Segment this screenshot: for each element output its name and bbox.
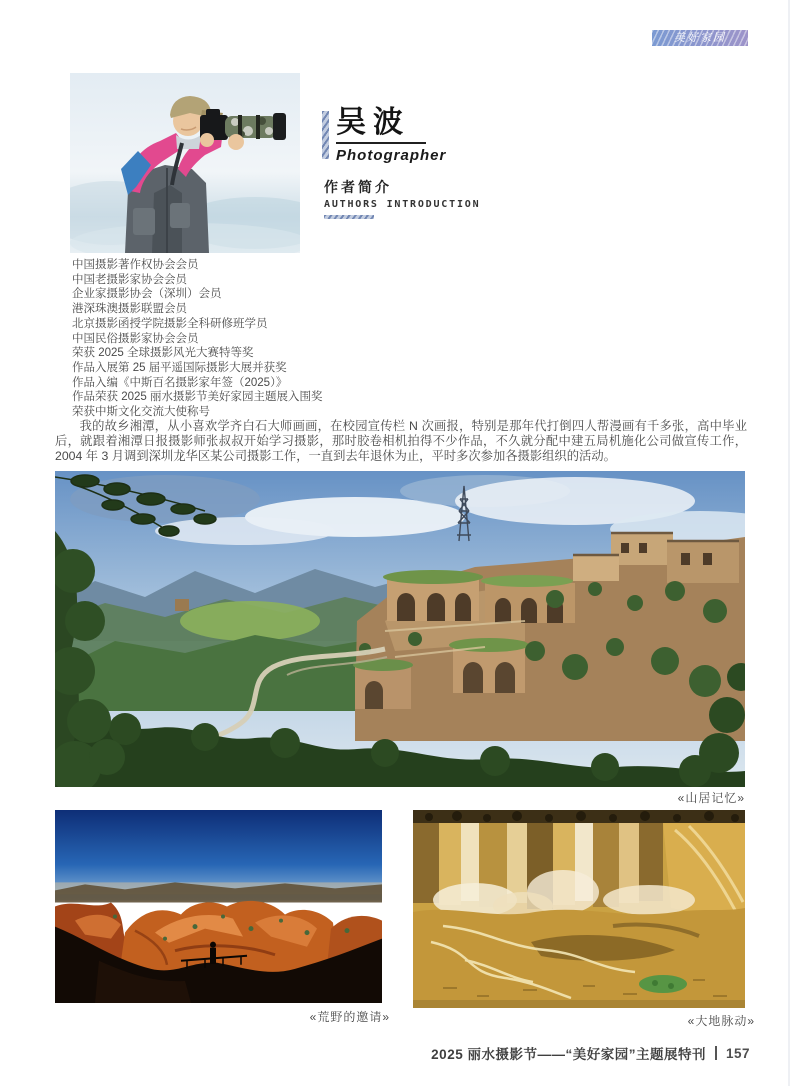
section-subtitle: AUTHORS INTRODUCTION bbox=[324, 199, 481, 210]
credential-item: 企业家摄影协会（深圳）会员 bbox=[72, 288, 222, 301]
name-accent-bar bbox=[322, 111, 329, 159]
main-photo-mountain-village bbox=[55, 471, 745, 787]
author-name: 吴波 bbox=[336, 105, 410, 140]
footer-separator bbox=[715, 1046, 717, 1060]
waterfall-photo-caption: «大地脉动» bbox=[687, 1014, 755, 1028]
canyon-illustration bbox=[55, 810, 382, 1003]
credentials-list bbox=[72, 258, 322, 420]
page-footer bbox=[431, 1043, 750, 1063]
credential-item: 作品入编《中斯百名摄影家年签（2025）》 bbox=[72, 376, 288, 389]
credential-item: 作品荣获 2025 丽水摄影节美好家园主题展入围奖 bbox=[72, 391, 323, 404]
credential-item: 荣获中斯文化交流大使称号 bbox=[72, 406, 210, 419]
credential-item: 作品入展第 25 届平遥国际摄影大展并获奖 bbox=[72, 361, 287, 374]
section-accent-bar bbox=[324, 215, 374, 219]
portrait-illustration bbox=[70, 73, 300, 253]
author-bio: 我的故乡湘潭，从小喜欢学齐白石大师画画，在校园宣传栏 N 次画报，特别是那年代打倒四人帮漫画有千多张，高中毕业后，就跟着湘潭日报摄影师张叔叔开始学习摄影，那时胶卷相机拍得不少作品，不久就分配中建五局机施化公司做宣传工作，2004 年 3 月调到深圳龙华区某公司摄影工作，一直到去年退休为止，平时多次参加各摄影组织的活动。 bbox=[55, 419, 747, 463]
section-title: 作者简介 bbox=[324, 179, 392, 195]
mountain-village-illustration bbox=[55, 471, 745, 787]
credential-item: 中国民俗摄影家协会会员 bbox=[72, 332, 199, 345]
corner-tag: 美好家园 bbox=[652, 30, 748, 46]
credential-item: 中国摄影著作权协会会员 bbox=[72, 259, 199, 271]
credential-item: 北京摄影函授学院摄影全科研修班学员 bbox=[72, 317, 268, 330]
photo-golden-waterfall bbox=[413, 810, 745, 1008]
credential-item: 荣获 2025 全球摄影风光大赛特等奖 bbox=[72, 347, 254, 360]
footer-title: 2025 丽水摄影节——“美好家园”主题展特刊 bbox=[431, 1047, 706, 1062]
photographer-portrait-photo bbox=[70, 73, 300, 253]
name-underline bbox=[336, 142, 426, 144]
photo-canyon bbox=[55, 810, 382, 1003]
credential-item: 中国老摄影家协会会员 bbox=[72, 273, 187, 286]
page-edge-divider bbox=[788, 0, 790, 1086]
page-number: 157 bbox=[725, 1045, 750, 1061]
credential-item: 港深珠澳摄影联盟会员 bbox=[72, 303, 187, 316]
author-title-en: Photographer bbox=[336, 147, 447, 164]
canyon-photo-caption: «荒野的邀请» bbox=[309, 1010, 390, 1024]
main-photo-caption: «山居记忆» bbox=[677, 791, 745, 805]
waterfall-illustration bbox=[413, 810, 745, 1008]
